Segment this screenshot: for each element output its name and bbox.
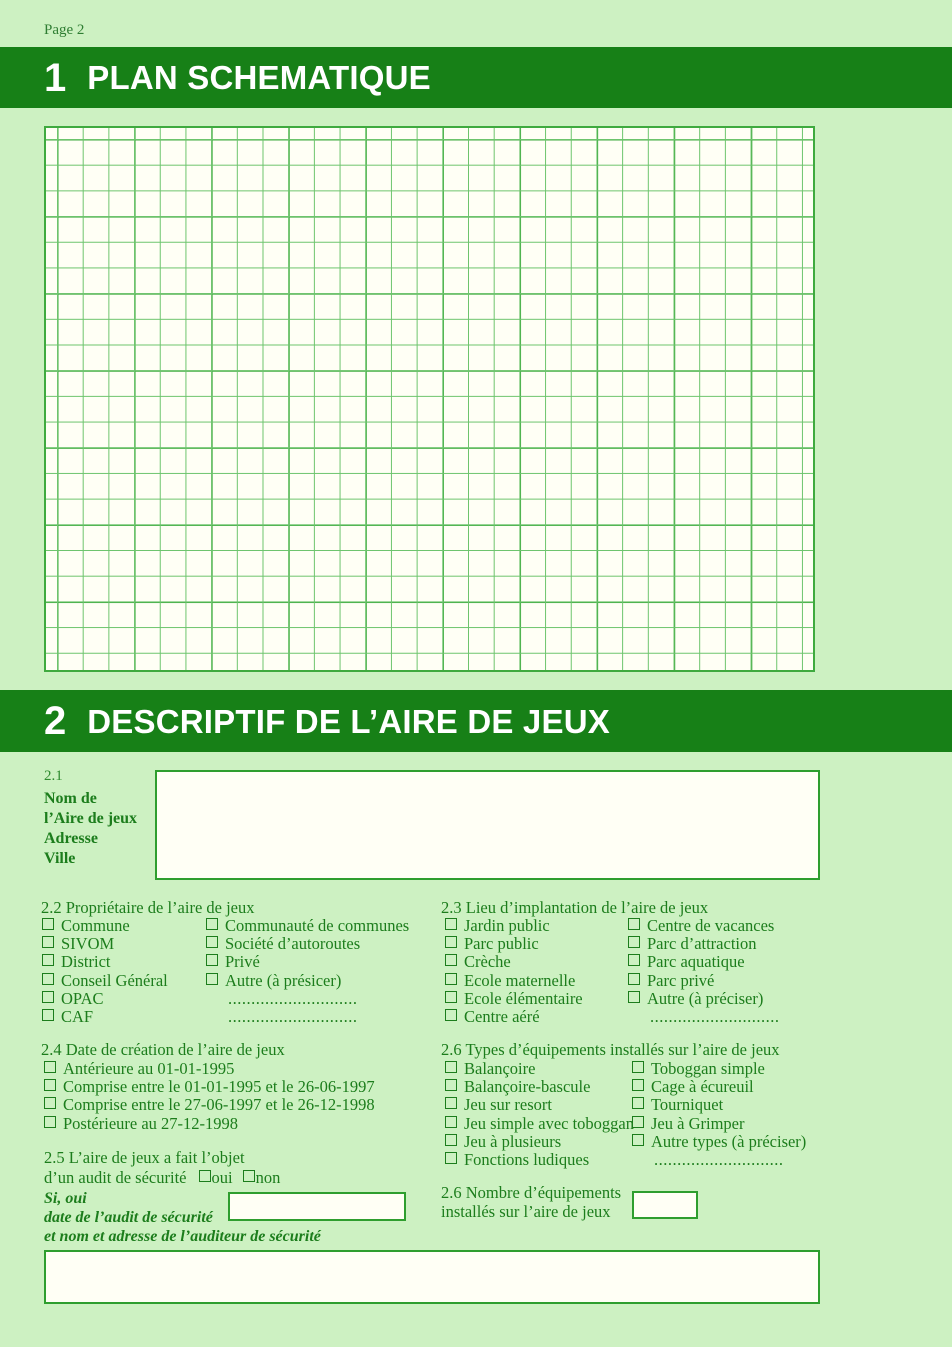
q26types-option-jeu-simple-toboggan[interactable]	[445, 1115, 634, 1133]
q26types-options-col2	[632, 1060, 806, 1169]
q25-italic-nom-adresse-auditeur: et nom et adresse de l’auditeur de sécurité	[44, 1228, 321, 1245]
checkbox-icon[interactable]	[445, 1116, 457, 1128]
label: Centre aéré	[464, 1007, 540, 1027]
checkbox-icon[interactable]	[44, 1079, 56, 1091]
q25-italic-si-oui: Si, oui	[44, 1190, 87, 1207]
q22-option-district[interactable]	[42, 953, 168, 971]
q25-italic-date-audit: date de l’audit de sécurité	[44, 1209, 213, 1226]
label: Privé	[225, 952, 260, 972]
label: Jeu simple avec toboggan	[464, 1113, 634, 1133]
q23-option-ecole-elementaire[interactable]	[445, 990, 583, 1008]
q24-title: 2.4 Date de création de l’aire de jeux	[41, 1040, 285, 1059]
q26types-option-fonctions-ludiques[interactable]	[445, 1151, 634, 1169]
q24-block	[41, 1040, 285, 1059]
q23-dotted-line-1[interactable]: ............................	[650, 1007, 780, 1027]
checkbox-icon[interactable]	[628, 991, 640, 1003]
q25-audit-row	[44, 1168, 321, 1187]
q21-label-nom: Nom de	[44, 790, 97, 807]
q24-option-1997-1998[interactable]	[44, 1096, 375, 1114]
q22-option-conseil-general[interactable]	[42, 972, 168, 990]
label: Balançoire	[464, 1059, 536, 1078]
label: Autre types (à préciser)	[651, 1131, 807, 1151]
q22-option-commune[interactable]	[42, 917, 168, 935]
q26types-block	[441, 1040, 780, 1059]
label: Autre (à préciser)	[647, 988, 764, 1008]
label: Comprise entre le 27-06-1997 et le 26-12-1998	[63, 1095, 375, 1115]
q22-option-caf[interactable]	[42, 1008, 168, 1026]
label: Commune	[61, 916, 130, 935]
label: Parc d’attraction	[647, 934, 757, 954]
q23-option-ecole-maternelle[interactable]	[445, 972, 583, 990]
checkbox-icon[interactable]	[628, 936, 640, 948]
label: Fonctions ludiques	[464, 1150, 590, 1170]
label: Tourniquet	[651, 1095, 724, 1115]
q25-line2: d’un audit de sécurité	[44, 1168, 187, 1187]
q26count-block	[441, 1183, 621, 1221]
q22-option-societe-autoroutes[interactable]	[206, 935, 409, 953]
q22-option-communaute-communes[interactable]	[206, 917, 409, 935]
q23-options-col1	[445, 917, 583, 1026]
page-label: Page 2	[44, 22, 85, 38]
q21-name-address-field[interactable]	[155, 770, 820, 880]
q23-options-col2	[628, 917, 780, 1026]
q21-number: 2.1	[44, 768, 63, 784]
checkbox-icon[interactable]	[44, 1097, 56, 1109]
checkbox-icon[interactable]	[42, 1009, 54, 1021]
q22-options-col1	[42, 917, 168, 1026]
q23-option-creche[interactable]	[445, 953, 583, 971]
checkbox-icon[interactable]	[632, 1097, 644, 1109]
q24-option-1995-1997[interactable]	[44, 1078, 375, 1096]
label: Balançoire-bascule	[464, 1077, 591, 1097]
checkbox-icon[interactable]	[445, 1152, 457, 1164]
checkbox-icon[interactable]	[628, 973, 640, 985]
auditor-details-field[interactable]	[44, 1250, 820, 1304]
q22-block	[41, 898, 255, 917]
checkbox-icon[interactable]	[243, 1170, 255, 1182]
q21-label-adresse: Adresse	[44, 830, 98, 847]
section-2-banner	[0, 690, 952, 752]
checkbox-icon[interactable]	[445, 1097, 457, 1109]
q22-option-opac[interactable]	[42, 990, 168, 1008]
q24-option-anterieure-1995[interactable]	[44, 1060, 375, 1078]
label: non	[255, 1168, 281, 1187]
checkbox-icon[interactable]	[199, 1170, 211, 1182]
q26types-option-balancoire-bascule[interactable]	[445, 1078, 634, 1096]
checkbox-icon[interactable]	[445, 936, 457, 948]
checkbox-icon[interactable]	[42, 954, 54, 966]
grid-lines	[46, 128, 813, 670]
label: Antérieure au 01-01-1995	[63, 1059, 235, 1078]
q23-option-centre-aere[interactable]	[445, 1008, 583, 1026]
q26types-option-toboggan-simple[interactable]	[632, 1060, 806, 1078]
q24-options	[44, 1060, 375, 1133]
label: Parc privé	[647, 970, 715, 990]
q23-block	[441, 898, 708, 917]
label: Postérieure au 27-12-1998	[63, 1113, 239, 1133]
checkbox-icon[interactable]	[42, 936, 54, 948]
label: Communauté de communes	[225, 916, 410, 935]
q25-audit-date-field[interactable]	[228, 1192, 406, 1221]
label: OPAC	[61, 988, 104, 1008]
q26types-option-jeu-a-grimper[interactable]	[632, 1115, 806, 1133]
label: Comprise entre le 01-01-1995 et le 26-06-1997	[63, 1077, 375, 1097]
checkbox-icon[interactable]	[445, 1061, 457, 1073]
label: Jeu sur resort	[464, 1095, 552, 1115]
label: Jardin public	[464, 916, 550, 935]
q25-option-oui[interactable]	[199, 1168, 233, 1187]
section-1-title: PLAN SCHEMATIQUE	[87, 59, 431, 96]
q23-option-parc-aquatique[interactable]	[628, 953, 780, 971]
checkbox-icon[interactable]	[445, 1079, 457, 1091]
checkbox-icon[interactable]	[206, 973, 218, 985]
checkbox-icon[interactable]	[632, 1134, 644, 1146]
q23-title: 2.3 Lieu d’implantation de l’aire de jeux	[441, 898, 709, 917]
checkbox-icon[interactable]	[42, 918, 54, 930]
label: District	[61, 952, 111, 972]
q26types-title: 2.6 Types d’équipements installés sur l’aire de jeux	[441, 1040, 780, 1059]
q22-title: 2.2 Propriétaire de l’aire de jeux	[41, 898, 255, 917]
q23-option-centre-vacances[interactable]	[628, 917, 780, 935]
checkbox-icon[interactable]	[44, 1116, 56, 1128]
q21-labels	[44, 768, 137, 869]
q26types-option-balancoire[interactable]	[445, 1060, 634, 1078]
q24-option-posterieure-1998[interactable]	[44, 1115, 375, 1133]
checkbox-icon[interactable]	[206, 936, 218, 948]
q26count-value-field[interactable]	[632, 1191, 698, 1219]
q23-option-jardin-public[interactable]	[445, 917, 583, 935]
checkbox-icon[interactable]	[206, 954, 218, 966]
q23-option-autre[interactable]	[628, 990, 780, 1008]
label: Autre (à présicer)	[225, 970, 342, 990]
q22-option-autre[interactable]	[206, 972, 409, 990]
checkbox-icon[interactable]	[445, 1009, 457, 1021]
label: Parc public	[464, 934, 539, 954]
section-2-title: DESCRIPTIF DE L’AIRE DE JEUX	[87, 702, 610, 740]
q26types-option-jeu-a-plusieurs[interactable]	[445, 1133, 634, 1151]
checkbox-icon[interactable]	[44, 1061, 56, 1073]
q23-option-parc-attraction[interactable]	[628, 935, 780, 953]
section-2-number: 2	[44, 699, 66, 743]
label: Crèche	[464, 952, 511, 972]
label: CAF	[61, 1007, 94, 1027]
label: Toboggan simple	[651, 1059, 765, 1078]
checkbox-icon[interactable]	[632, 1061, 644, 1073]
q26types-option-tourniquet[interactable]	[632, 1096, 806, 1114]
section-1-banner	[0, 47, 952, 108]
q23-option-parc-public[interactable]	[445, 935, 583, 953]
label: Parc aquatique	[647, 952, 745, 972]
q25-option-non[interactable]	[243, 1168, 281, 1187]
label: Conseil Général	[61, 970, 168, 990]
q26types-option-autre-types[interactable]	[632, 1133, 806, 1151]
q22-option-sivom[interactable]	[42, 935, 168, 953]
q22-options-col2	[206, 917, 409, 1026]
checkbox-icon[interactable]	[42, 973, 54, 985]
q26count-line1: 2.6 Nombre d’équipements	[441, 1183, 622, 1202]
q23-option-parc-prive[interactable]	[628, 972, 780, 990]
section-1-number: 1	[44, 55, 66, 100]
checkbox-icon[interactable]	[632, 1079, 644, 1091]
label: Ecole maternelle	[464, 970, 576, 990]
checkbox-icon[interactable]	[445, 1134, 457, 1146]
checkbox-icon[interactable]	[445, 954, 457, 966]
q21-label-aire: l’Aire de jeux	[44, 810, 138, 827]
q26count-line2: installés sur l’aire de jeux	[441, 1202, 611, 1221]
q21-label-ville: Ville	[44, 850, 76, 867]
checkbox-icon[interactable]	[445, 973, 457, 985]
label: oui	[211, 1168, 233, 1187]
label: SIVOM	[61, 934, 115, 954]
q22-dotted-line-1[interactable]: ............................	[228, 988, 358, 1008]
checkbox-icon[interactable]	[206, 918, 218, 930]
q22-dotted-line-2[interactable]: ............................	[228, 1007, 358, 1027]
checkbox-icon[interactable]	[445, 991, 457, 1003]
q26types-option-cage-ecureuil[interactable]	[632, 1078, 806, 1096]
checkbox-icon[interactable]	[632, 1116, 644, 1128]
q26types-dotted-line-1[interactable]: ............................	[654, 1150, 784, 1170]
label: Jeu à plusieurs	[464, 1131, 562, 1151]
q25-line1: 2.5 L’aire de jeux a fait l’objet	[44, 1148, 245, 1167]
label: Cage à écureuil	[651, 1077, 754, 1097]
checkbox-icon[interactable]	[445, 918, 457, 930]
label: Société d’autoroutes	[225, 934, 361, 954]
q26types-option-jeu-sur-resort[interactable]	[445, 1096, 634, 1114]
checkbox-icon[interactable]	[42, 991, 54, 1003]
label: Ecole élémentaire	[464, 988, 583, 1008]
label: Centre de vacances	[647, 916, 775, 935]
checkbox-icon[interactable]	[628, 954, 640, 966]
q26types-options-col1	[445, 1060, 634, 1169]
schematic-plan-grid[interactable]	[44, 126, 815, 672]
q22-option-prive[interactable]	[206, 953, 409, 971]
label: Jeu à Grimper	[651, 1113, 745, 1133]
checkbox-icon[interactable]	[628, 918, 640, 930]
